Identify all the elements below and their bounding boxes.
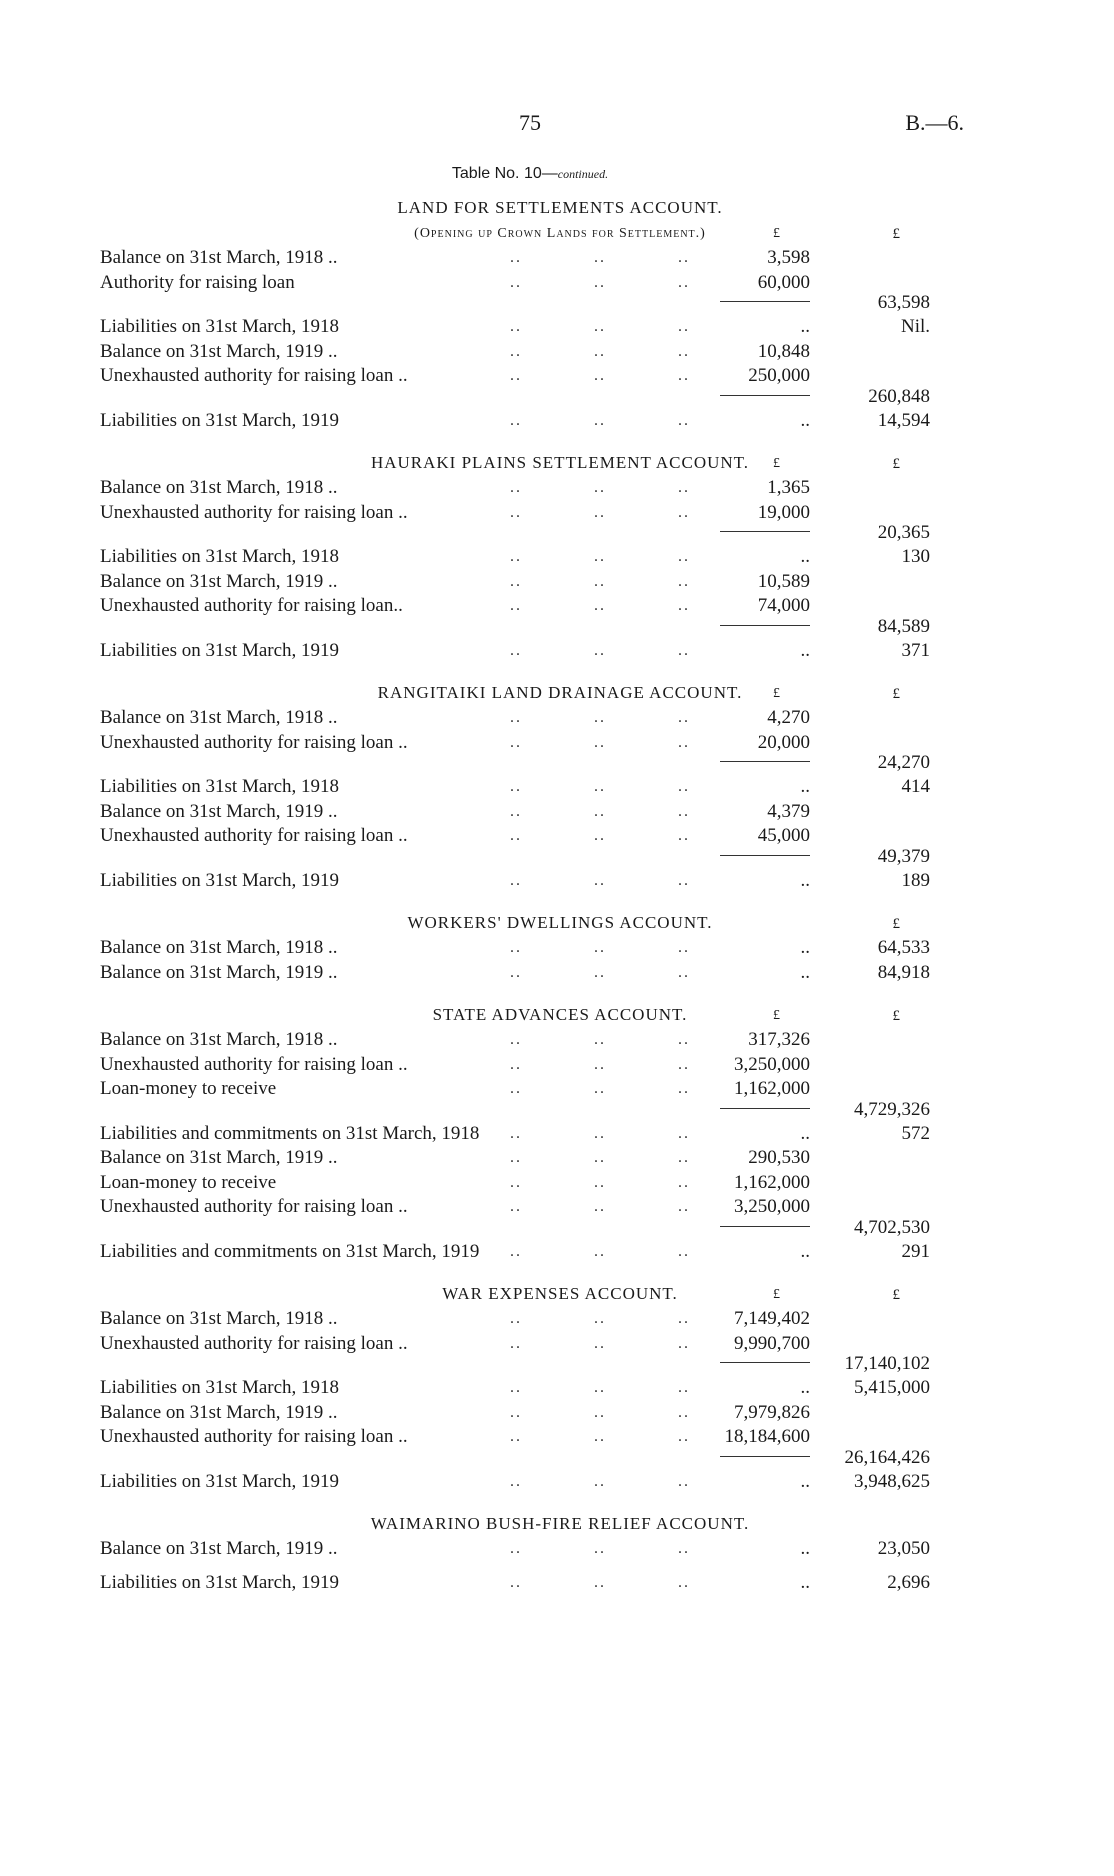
amount-column-2: Nil. — [900, 316, 930, 337]
amount-column-1: .. — [800, 1571, 810, 1593]
leader-dots: .. .. .. — [510, 1198, 690, 1215]
ledger-row — [100, 1376, 980, 1401]
row-label: Balance on 31st March, 1918 .. — [100, 707, 338, 728]
document-code: B.—6. — [905, 110, 964, 135]
amount-column-1: 45,000 — [757, 825, 810, 846]
row-label: Balance on 31st March, 1919 .. — [100, 1401, 338, 1423]
hauraki-plains-section — [100, 449, 980, 663]
row-label: Unexhausted authority for raising loan .. — [100, 365, 408, 386]
row-label: Balance on 31st March, 1918 .. — [100, 247, 338, 268]
ledger-row — [100, 1401, 980, 1426]
amount-column-1: .. — [800, 1377, 810, 1398]
leader-dots: .. .. .. — [510, 641, 690, 659]
pound-symbol: £ — [773, 456, 780, 471]
leader-dots: .. .. .. — [510, 939, 690, 956]
amount-column-2: 572 — [901, 1122, 930, 1144]
subtotal-rule — [720, 1226, 810, 1227]
waimarino-relief-section — [100, 1510, 980, 1595]
row-label: Loan-money to receive — [100, 1078, 277, 1099]
row-label: Liabilities on 31st March, 1919 — [100, 639, 340, 661]
leader-dots: .. .. .. — [510, 709, 690, 726]
leader-dots: .. .. .. — [510, 802, 690, 820]
row-label: Balance on 31st March, 1918 .. — [100, 477, 338, 498]
ledger-row — [100, 315, 980, 340]
amount-column-1: .. — [800, 869, 810, 891]
pound-symbol: £ — [892, 1008, 900, 1024]
subtotal-value: 24,270 — [877, 752, 930, 773]
amount-column-1: 10,589 — [757, 570, 810, 592]
amount-column-2: 23,050 — [877, 1538, 930, 1559]
leader-dots: .. .. .. — [510, 572, 690, 590]
subtotal-rule — [720, 1456, 810, 1457]
leader-dots: .. .. .. — [510, 1472, 690, 1490]
ledger-row — [100, 639, 980, 664]
amount-column-1: 4,379 — [767, 800, 810, 822]
subtotal-rule — [720, 301, 810, 302]
row-label: Liabilities on 31st March, 1919 — [100, 1571, 340, 1593]
ledger-row — [100, 961, 980, 986]
amount-column-2: 3,948,625 — [854, 1470, 930, 1492]
leader-dots: .. .. .. — [510, 1403, 690, 1421]
subtotal-row — [100, 615, 980, 639]
row-label: Balance on 31st March, 1919 .. — [100, 570, 338, 592]
row-label: Unexhausted authority for raising loan .. — [100, 731, 408, 753]
amount-column-1: .. — [800, 961, 810, 983]
row-label: Balance on 31st March, 1919 .. — [100, 961, 338, 983]
leader-dots: .. .. .. — [510, 1428, 690, 1445]
leader-dots: .. .. .. — [510, 1334, 690, 1352]
ledger-row — [100, 1053, 980, 1078]
state-advances-section — [100, 1001, 980, 1264]
amount-column-2: 84,918 — [877, 961, 930, 983]
pound-symbol: £ — [773, 226, 780, 241]
amount-column-1: 1,365 — [767, 477, 810, 498]
amount-column-1: 1,162,000 — [734, 1078, 810, 1099]
subtotal-row — [100, 845, 980, 869]
amount-column-1: 4,270 — [767, 707, 810, 728]
ledger-row — [100, 1122, 980, 1147]
amount-column-1: 19,000 — [757, 501, 810, 523]
amount-column-1: 250,000 — [748, 365, 810, 386]
amount-column-1: 20,000 — [757, 731, 810, 753]
ledger-row — [100, 1537, 980, 1562]
subtotal-row — [100, 752, 980, 775]
ledger-row — [100, 824, 980, 849]
subtotal-rule — [720, 855, 810, 856]
row-label: Unexhausted authority for raising loan .. — [100, 501, 408, 523]
leader-dots: .. .. .. — [510, 778, 690, 795]
ledger-row — [100, 1470, 980, 1495]
ledger-row — [100, 1240, 980, 1265]
ledger-row — [100, 476, 980, 501]
table-title-text: Table No. 10— — [451, 165, 558, 182]
amount-column-1: 3,250,000 — [734, 1196, 810, 1217]
amount-column-2: 2,696 — [887, 1571, 930, 1593]
subtotal-rule — [720, 761, 810, 762]
leader-dots: .. .. .. — [510, 963, 690, 981]
amount-column-1: 317,326 — [748, 1029, 810, 1050]
leader-dots: .. .. .. — [510, 367, 690, 384]
war-expenses-section — [100, 1280, 980, 1494]
leader-dots: .. .. .. — [510, 1055, 690, 1073]
leader-dots: .. .. .. — [510, 1173, 690, 1191]
amount-column-2: 64,533 — [877, 937, 930, 958]
ledger-row — [100, 800, 980, 825]
ledger-row — [100, 775, 980, 800]
row-label: Unexhausted authority for raising loan .. — [100, 825, 408, 846]
amount-column-2: 189 — [901, 869, 930, 891]
ledger-row — [100, 545, 980, 570]
subtotal-value: 63,598 — [877, 292, 930, 313]
leader-dots: .. .. .. — [510, 1031, 690, 1048]
section-title: STATE ADVANCES ACCOUNT. — [432, 1005, 688, 1024]
amount-column-1: 1,162,000 — [734, 1171, 810, 1193]
amount-column-2: 371 — [901, 639, 930, 661]
pound-symbol: £ — [892, 456, 900, 472]
row-label: Balance on 31st March, 1918 .. — [100, 1308, 338, 1329]
ledger-row — [100, 1307, 980, 1332]
table-title-suffix: continued. — [557, 167, 609, 181]
pound-symbol: £ — [773, 1287, 780, 1302]
ledger-row — [100, 869, 980, 894]
subtotal-value: 4,702,530 — [854, 1216, 930, 1238]
leader-dots: .. .. .. — [510, 273, 690, 291]
row-label: Balance on 31st March, 1919 .. — [100, 340, 338, 362]
page-number: 75 — [519, 110, 541, 135]
leader-dots: .. .. .. — [510, 1573, 690, 1591]
ledger-row — [100, 706, 980, 731]
subtotal-row — [100, 522, 980, 545]
amount-column-1: .. — [800, 316, 810, 337]
leader-dots: .. .. .. — [510, 249, 690, 266]
ledger-row — [100, 936, 980, 961]
row-label: Liabilities on 31st March, 1918 — [100, 1377, 340, 1398]
subtotal-value: 260,848 — [868, 385, 930, 407]
row-label: Balance on 31st March, 1918 .. — [100, 937, 338, 958]
pound-symbol: £ — [773, 1008, 780, 1023]
amount-column-1: .. — [800, 937, 810, 958]
subtotal-value: 4,729,326 — [854, 1098, 930, 1120]
row-label: Liabilities on 31st March, 1918 — [100, 546, 340, 567]
subtotal-value: 84,589 — [877, 615, 930, 637]
leader-dots: .. .. .. — [510, 597, 690, 614]
leader-dots: .. .. .. — [510, 1540, 690, 1557]
ledger-row — [100, 570, 980, 595]
subtotal-value: 49,379 — [877, 845, 930, 867]
leader-dots: .. .. .. — [510, 503, 690, 521]
row-label: Liabilities and commitments on 31st March, 1918 — [100, 1122, 480, 1144]
leader-dots: .. .. .. — [510, 1124, 690, 1142]
subtotal-row — [100, 1216, 980, 1240]
ledger-row — [100, 1077, 980, 1102]
amount-column-2: 14,594 — [877, 409, 930, 431]
amount-column-1: 3,598 — [767, 247, 810, 268]
amount-column-1: 74,000 — [757, 595, 810, 616]
amount-column-1: .. — [800, 546, 810, 567]
ledger-row — [100, 409, 980, 434]
row-label: Liabilities on 31st March, 1918 — [100, 316, 340, 337]
pound-symbol: £ — [892, 226, 900, 242]
amount-column-1: 7,149,402 — [734, 1308, 810, 1329]
land-settlements-section — [100, 194, 980, 433]
ledger-row — [100, 1195, 980, 1220]
amount-column-1: .. — [800, 776, 810, 797]
row-label: Balance on 31st March, 1918 .. — [100, 1029, 338, 1050]
pound-symbol: £ — [892, 916, 900, 932]
row-label: Loan-money to receive — [100, 1171, 277, 1193]
row-label: Liabilities on 31st March, 1918 — [100, 776, 340, 797]
subtotal-row — [100, 292, 980, 315]
amount-column-1: 290,530 — [748, 1147, 810, 1168]
row-label: Balance on 31st March, 1919 .. — [100, 1147, 338, 1168]
amount-column-1: .. — [800, 409, 810, 431]
leader-dots: .. .. .. — [510, 411, 690, 429]
section-title: HAURAKI PLAINS SETTLEMENT ACCOUNT. — [370, 453, 750, 472]
subtotal-rule — [720, 1108, 810, 1109]
leader-dots: .. .. .. — [510, 1242, 690, 1260]
section-subtitle: (Opening up Crown Lands for Settlement.) — [414, 226, 706, 241]
row-label: Balance on 31st March, 1919 .. — [100, 800, 338, 822]
subtotal-value: 17,140,102 — [844, 1353, 930, 1374]
amount-column-1: 9,990,700 — [734, 1332, 810, 1354]
leader-dots: .. .. .. — [510, 827, 690, 844]
amount-column-1: .. — [800, 1122, 810, 1144]
amount-column-1: 3,250,000 — [734, 1053, 810, 1075]
subtotal-value: 26,164,426 — [844, 1446, 930, 1468]
row-label: Liabilities on 31st March, 1919 — [100, 869, 340, 891]
section-title: WAR EXPENSES ACCOUNT. — [442, 1284, 678, 1303]
leader-dots: .. .. .. — [510, 479, 690, 496]
leader-dots: .. .. .. — [510, 318, 690, 335]
section-title: WAIMARINO BUSH-FIRE RELIEF ACCOUNT. — [370, 1514, 750, 1533]
subtotal-row — [100, 1353, 980, 1376]
section-title: WORKERS' DWELLINGS ACCOUNT. — [407, 913, 713, 932]
pound-symbol: £ — [773, 686, 780, 701]
subtotal-row — [100, 1446, 980, 1470]
row-label: Liabilities on 31st March, 1919 — [100, 1470, 340, 1492]
leader-dots: .. .. .. — [510, 1310, 690, 1327]
table-title — [0, 165, 1060, 183]
ledger-row — [100, 731, 980, 756]
leader-dots: .. .. .. — [510, 1149, 690, 1166]
row-label: Unexhausted authority for raising loan .. — [100, 1053, 408, 1075]
section-title: LAND FOR SETTLEMENTS ACCOUNT. — [397, 198, 723, 217]
amount-column-1: .. — [800, 639, 810, 661]
amount-column-1: .. — [800, 1538, 810, 1559]
subtotal-rule — [720, 1362, 810, 1363]
leader-dots: .. .. .. — [510, 871, 690, 889]
subtotal-rule — [720, 395, 810, 396]
ledger-row — [100, 1171, 980, 1196]
row-label: Unexhausted authority for raising loan .. — [100, 1332, 408, 1354]
amount-column-1: 7,979,826 — [734, 1401, 810, 1423]
subtotal-row — [100, 385, 980, 409]
ledger-row — [100, 271, 980, 296]
row-label: Authority for raising loan — [100, 271, 295, 293]
row-label: Liabilities and commitments on 31st March, 1919 — [100, 1240, 480, 1262]
leader-dots: .. .. .. — [510, 1379, 690, 1396]
ledger-row — [100, 364, 980, 389]
row-label: Liabilities on 31st March, 1919 — [100, 409, 340, 431]
row-label: Balance on 31st March, 1919 .. — [100, 1538, 338, 1559]
account-tables — [100, 194, 980, 1595]
row-label: Unexhausted authority for raising loan .. — [100, 1426, 408, 1447]
pound-symbol: £ — [892, 1287, 900, 1303]
row-label: Unexhausted authority for raising loan.. — [100, 595, 403, 616]
pound-symbol: £ — [892, 686, 900, 702]
amount-column-2: 414 — [901, 776, 930, 797]
leader-dots: .. .. .. — [510, 548, 690, 565]
ledger-row — [100, 1571, 980, 1596]
subtotal-row — [100, 1098, 980, 1122]
subtotal-value: 20,365 — [877, 522, 930, 543]
leader-dots: .. .. .. — [510, 733, 690, 751]
rangitaiki-drainage-section — [100, 679, 980, 893]
row-label: Unexhausted authority for raising loan .. — [100, 1196, 408, 1217]
amount-column-1: 18,184,600 — [724, 1426, 810, 1447]
amount-column-1: 10,848 — [757, 340, 810, 362]
amount-column-1: .. — [800, 1470, 810, 1492]
amount-column-2: 291 — [901, 1240, 930, 1262]
amount-column-1: 60,000 — [757, 271, 810, 293]
ledger-row — [100, 246, 980, 271]
workers-dwellings-section — [100, 909, 980, 985]
amount-column-1: .. — [800, 1240, 810, 1262]
ledger-row — [100, 1146, 980, 1171]
leader-dots: .. .. .. — [510, 342, 690, 360]
section-title: RANGITAIKI LAND DRAINAGE ACCOUNT. — [377, 683, 743, 702]
amount-column-2: 5,415,000 — [854, 1377, 930, 1398]
subtotal-rule — [720, 625, 810, 626]
ledger-row — [100, 1028, 980, 1053]
leader-dots: .. .. .. — [510, 1080, 690, 1097]
ledger-row — [100, 340, 980, 365]
subtotal-rule — [720, 531, 810, 532]
ledger-row — [100, 594, 980, 619]
amount-column-2: 130 — [901, 546, 930, 567]
ledger-row — [100, 501, 980, 526]
